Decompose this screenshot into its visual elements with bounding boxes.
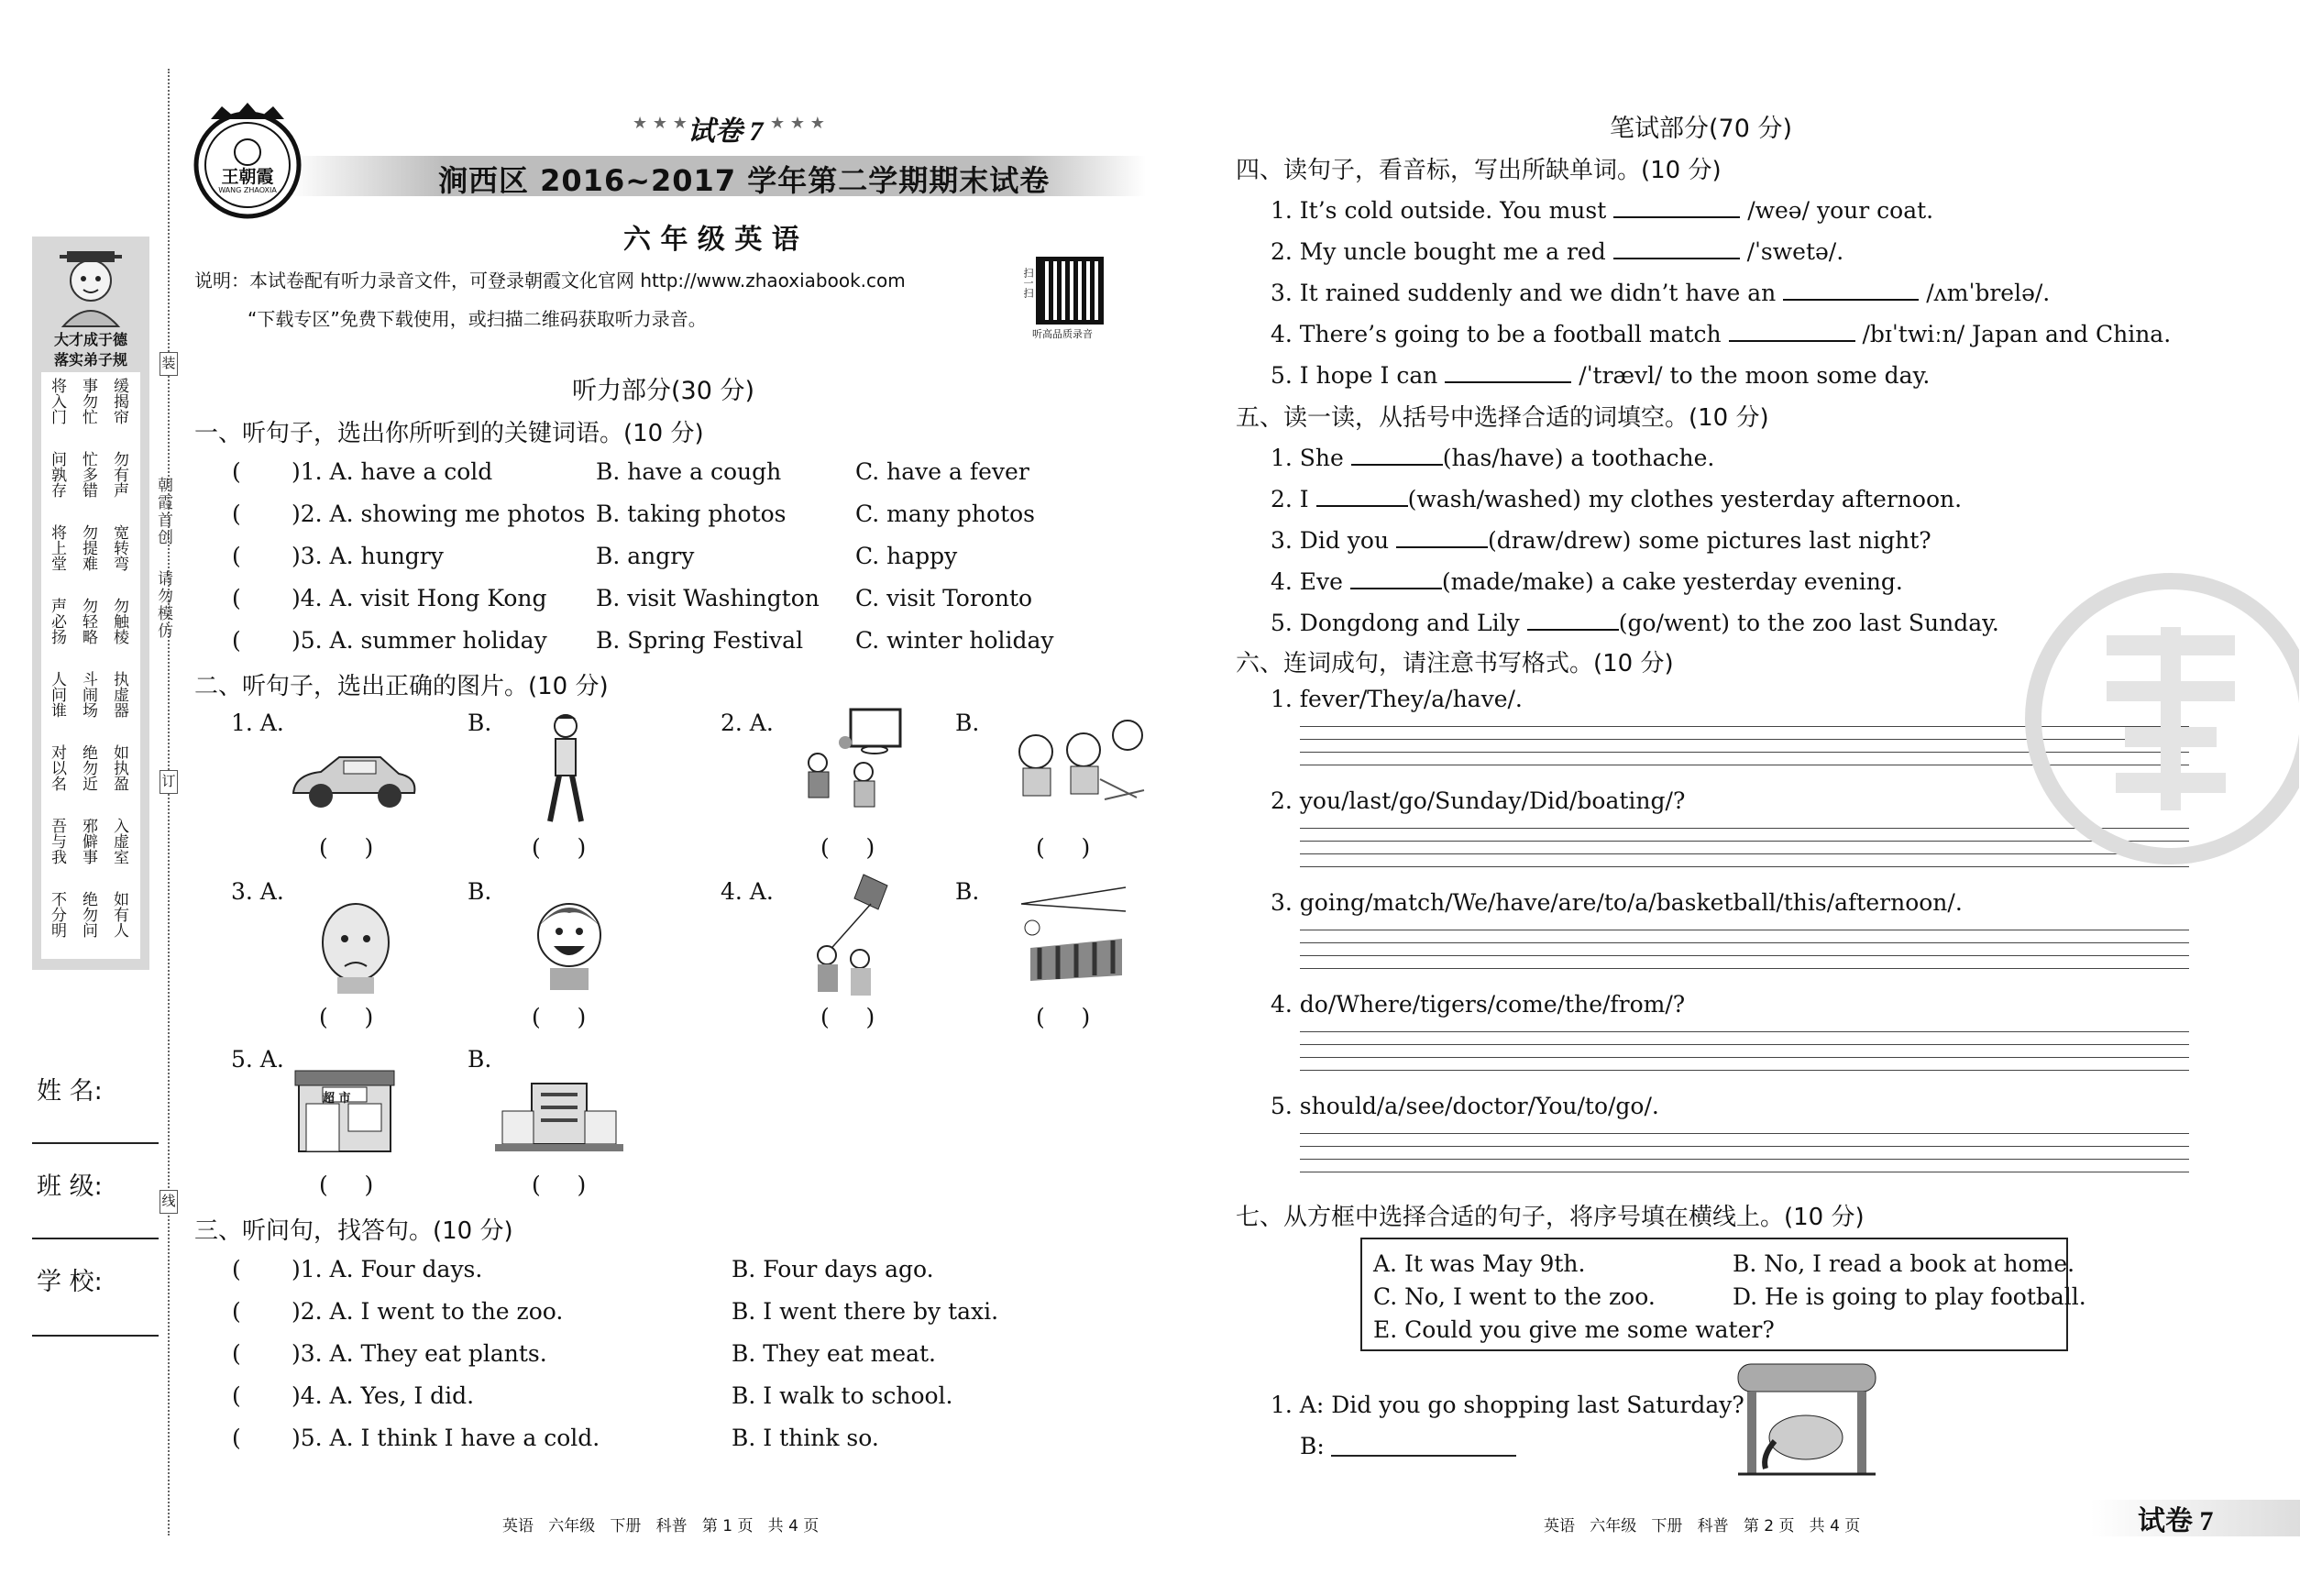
- motto-column: 入虚室: [110, 818, 128, 864]
- part1-option-a: )5. A. summer holiday: [292, 627, 547, 654]
- motto-column: 对以名: [48, 744, 66, 791]
- part6-prompt: 5. should/a/see/doctor/You/to/go/.: [1271, 1093, 1659, 1119]
- watermark-seal-icon: [2024, 572, 2299, 865]
- motto-columns: [41, 372, 140, 959]
- part4-phonetic: /weə/ your coat.: [1747, 197, 1934, 224]
- part1-option-c: C. winter holiday: [855, 627, 1054, 654]
- kite-picture: [799, 871, 900, 999]
- listening-title: 听力部分(30 分): [572, 377, 755, 405]
- part7-answer-label: B:: [1300, 1433, 1325, 1459]
- answer-paren[interactable]: (: [232, 458, 241, 485]
- part1-option-a: )1. A. have a cold: [292, 458, 493, 485]
- note-line-1: 说明：本试卷配有听力录音文件，可登录朝霞文化官网 http://www.zhaoxiabook.com: [194, 270, 906, 292]
- stars-right: ★ ★ ★: [770, 114, 825, 133]
- part3-option-b: B. I went there by taxi.: [732, 1298, 999, 1325]
- answer-paren[interactable]: (: [232, 1340, 241, 1367]
- part3-option-a: )4. A. Yes, I did.: [292, 1382, 475, 1409]
- part2-label: B.: [468, 710, 492, 736]
- part5-choice: (draw/drew) some pictures last night?: [1488, 527, 1931, 554]
- motto-column: 人问谁: [48, 671, 66, 718]
- part3-option-a: )2. A. I went to the zoo.: [292, 1298, 564, 1325]
- picture-answer-paren[interactable]: ( ): [532, 1004, 587, 1030]
- part6-prompt: 2. you/last/go/Sunday/Did/boating/?: [1271, 787, 1686, 814]
- qr-side: 扫一扫: [1022, 268, 1034, 298]
- footer-tag: 试卷 7: [2138, 1506, 2214, 1536]
- part7-answer-field[interactable]: [1331, 1455, 1516, 1457]
- part2-label: 1. A.: [231, 710, 284, 736]
- part5-item: [1271, 607, 1999, 634]
- brand-logo-text: 王朝霞: [221, 167, 274, 187]
- motto-column: 不分明: [48, 891, 66, 938]
- part2-label: B.: [955, 710, 980, 736]
- part4-text: 3. It rained suddenly and we didn’t have an: [1271, 280, 1777, 306]
- motto-column: 吾与我: [48, 818, 66, 864]
- footer-right: 英语 六年级 下册 科普 第 2 页 共 4 页: [1544, 1517, 1861, 1535]
- motto-column: 如有人: [110, 891, 128, 938]
- picture-answer-paren[interactable]: ( ): [319, 1172, 374, 1198]
- picture-answer-paren[interactable]: ( ): [319, 834, 374, 861]
- exam-subtitle: 六 年 级 英 语: [623, 224, 799, 256]
- part5-blank[interactable]: [1527, 607, 1619, 631]
- exam-title: 涧西区 2016~2017 学年第二学期期末试卷: [438, 163, 1051, 198]
- part5-text: 4. Eve: [1271, 568, 1343, 595]
- answer-paren[interactable]: (: [232, 1425, 241, 1451]
- sad-old-man-picture: [310, 895, 402, 996]
- option-e: E. Could you give me some water?: [1373, 1316, 1775, 1343]
- answer-paren[interactable]: (: [232, 627, 241, 654]
- part4-text: 1. It’s cold outside. You must: [1271, 197, 1607, 224]
- part4-blank[interactable]: [1729, 318, 1855, 342]
- part1-option-b: B. Spring Festival: [596, 627, 804, 654]
- cut-line: [168, 69, 170, 1535]
- sidebar-vertical-1: 朝霞首创: [154, 477, 172, 546]
- part5-blank[interactable]: [1350, 566, 1442, 589]
- part3-option-b: B. They eat meat.: [732, 1340, 936, 1367]
- part3-option-b: B. I walk to school.: [732, 1382, 953, 1409]
- option-d: D. He is going to play football.: [1733, 1283, 2086, 1310]
- school-field[interactable]: [32, 1335, 159, 1337]
- motto-column: 执虚器: [110, 671, 128, 718]
- part4-title: 四、读句子，看音标，写出所缺单词。(10 分): [1236, 157, 1722, 184]
- part5-text: 2. I: [1271, 486, 1309, 512]
- part2-label: B.: [955, 878, 980, 905]
- option-b: B. No, I read a book at home.: [1733, 1250, 2075, 1277]
- part1-option-b: B. have a cough: [596, 458, 782, 485]
- motto-column: 事勿忙: [79, 378, 97, 424]
- part1-option-a: )3. A. hungry: [292, 543, 444, 569]
- answer-paren[interactable]: (: [232, 543, 241, 569]
- answer-paren[interactable]: (: [232, 1256, 241, 1282]
- qr-code-icon[interactable]: [1036, 257, 1104, 325]
- part3-option-b: B. I think so.: [732, 1425, 879, 1451]
- stars-left: ★ ★ ★: [633, 114, 688, 133]
- part5-text: 1. She: [1271, 445, 1344, 471]
- part1-option-a: )4. A. visit Hong Kong: [292, 585, 547, 611]
- part5-item: [1271, 442, 1714, 469]
- part5-text: 5. Dongdong and Lily: [1271, 610, 1520, 636]
- answer-paren[interactable]: (: [232, 1382, 241, 1409]
- part5-title: 五、读一读，从括号中选择合适的词填空。(10 分): [1236, 404, 1769, 432]
- picture-answer-paren[interactable]: ( ): [319, 1004, 374, 1030]
- name-label: 姓 名:: [37, 1077, 103, 1106]
- part2-label: B.: [468, 878, 492, 905]
- part4-phonetic: /ʌmˈbrelə/.: [1926, 280, 2051, 306]
- note-line-2: “下载专区”免费下载使用，或扫描二维码获取听力录音。: [248, 308, 707, 330]
- part2-label: B.: [468, 1046, 492, 1073]
- part1-title: 一、听句子，选出你所听到的关键词语。(10 分): [194, 420, 704, 447]
- festival-parade-picture: [1012, 884, 1131, 985]
- part1-option-c: C. have a fever: [855, 458, 1029, 485]
- part4-item: [1271, 236, 1843, 263]
- motto-line-1: 大才成于德: [53, 331, 127, 348]
- picture-answer-paren[interactable]: ( ): [1036, 1004, 1091, 1030]
- motto-column: 绝勿问: [79, 891, 97, 938]
- writing-title: 笔试部分(70 分): [1610, 115, 1793, 143]
- motto-column: 问孰存: [48, 451, 66, 498]
- motto-column: 缓揭帘: [110, 378, 128, 424]
- part4-phonetic: /ˈswetə/.: [1746, 238, 1844, 265]
- option-c: C. No, I went to the zoo.: [1373, 1283, 1656, 1310]
- part2-label: 4. A.: [721, 878, 774, 905]
- motto-column: 勿有声: [110, 451, 128, 498]
- part5-item: [1271, 483, 1962, 511]
- part1-option-c: C. many photos: [855, 501, 1035, 527]
- part4-blank[interactable]: [1445, 359, 1571, 383]
- part7-question-1: 1. A: Did you go shopping last Saturday?: [1271, 1392, 1744, 1418]
- class-field[interactable]: [32, 1238, 159, 1239]
- picture-answer-paren[interactable]: ( ): [532, 834, 587, 861]
- motto-column: 勿触棱: [110, 598, 128, 644]
- name-field[interactable]: [32, 1142, 159, 1144]
- shop-sign: 超 市: [323, 1092, 351, 1106]
- sidebar-motto-box: [32, 237, 149, 970]
- part1-option-c: C. happy: [855, 543, 958, 569]
- part6-title: 六、连词成句，请注意书写格式。(10 分): [1236, 650, 1674, 677]
- part5-choice: (has/have) a toothache.: [1442, 445, 1715, 471]
- motto-column: 将上堂: [48, 524, 66, 571]
- part5-blank[interactable]: [1396, 524, 1488, 548]
- answer-paren[interactable]: (: [232, 585, 241, 611]
- part5-text: 3. Did you: [1271, 527, 1390, 554]
- part2-label: 5. A.: [231, 1046, 284, 1073]
- part3-option-a: )1. A. Four days.: [292, 1256, 483, 1282]
- part3-title: 三、听问句，找答句。(10 分): [194, 1217, 513, 1245]
- motto-column: 将入门: [48, 378, 66, 424]
- part5-item: [1271, 524, 1931, 552]
- motto-column: 如执盈: [110, 744, 128, 791]
- basketball-picture: [790, 706, 909, 825]
- part6-prompt: 1. fever/They/a/have/.: [1271, 686, 1523, 712]
- part3-option-a: )3. A. They eat plants.: [292, 1340, 547, 1367]
- part6-prompt: 4. do/Where/tigers/come/the/from/?: [1271, 991, 1686, 1018]
- part4-phonetic: /ˈtrævl/ to the moon some day.: [1579, 362, 1931, 389]
- motto-column: 声必扬: [48, 598, 66, 644]
- picture-answer-paren[interactable]: ( ): [532, 1172, 587, 1198]
- part7-title: 七、从方框中选择合适的句子，将序号填在横线上。(10 分): [1236, 1204, 1865, 1231]
- part6-writing-lines[interactable]: [1300, 1031, 2189, 1071]
- part5-choice: (made/make) a cake yesterday evening.: [1441, 568, 1903, 595]
- football-picture: [999, 715, 1146, 816]
- brand-logo-small: WANG ZHAOXIA: [218, 186, 277, 194]
- footer-left: 英语 六年级 下册 科普 第 1 页 共 4 页: [502, 1517, 820, 1535]
- picture-answer-paren[interactable]: ( ): [820, 1004, 875, 1030]
- part4-text: 4. There’s going to be a football match: [1271, 321, 1722, 347]
- qr-caption: 听高品质录音: [1032, 328, 1093, 340]
- part4-blank[interactable]: [1613, 194, 1740, 218]
- part5-item: [1271, 566, 1903, 593]
- supermarket-picture: [292, 1065, 397, 1157]
- options-box: [1360, 1238, 2086, 1351]
- part6-writing-lines[interactable]: [1300, 930, 2189, 969]
- part4-item: [1271, 277, 2050, 304]
- part4-item: [1271, 318, 2171, 346]
- option-a: A. It was May 9th.: [1373, 1250, 1586, 1277]
- motto-column: 勿提难: [79, 524, 97, 571]
- part5-choice: (go/went) to the zoo last Sunday.: [1618, 610, 1999, 636]
- part4-text: 5. I hope I can: [1271, 362, 1438, 389]
- part5-blank[interactable]: [1351, 442, 1443, 466]
- motto-line-2: 落实弟子规: [53, 351, 127, 369]
- part5-choice: (wash/washed) my clothes yesterday afternoon.: [1407, 486, 1963, 512]
- part2-title: 二、听句子，选出正确的图片。(10 分): [194, 673, 609, 700]
- answer-paren[interactable]: (: [232, 1298, 241, 1325]
- class-label: 班 级:: [37, 1172, 103, 1201]
- walking-boy-picture: [534, 710, 598, 829]
- part4-phonetic: /bɪˈtwiːn/ Japan and China.: [1862, 321, 2172, 347]
- part3-option-a: )5. A. I think I have a cold.: [292, 1425, 600, 1451]
- part3-option-b: B. Four days ago.: [732, 1256, 934, 1282]
- picture-answer-paren[interactable]: ( ): [820, 834, 875, 861]
- paper-tag: 试卷 7: [688, 116, 764, 147]
- part4-blank[interactable]: [1613, 236, 1740, 259]
- part4-item: [1271, 359, 1930, 387]
- school-building-picture: [495, 1080, 623, 1153]
- part1-option-a: )2. A. showing me photos: [292, 501, 586, 527]
- motto-column: 勿轻略: [79, 598, 97, 644]
- motto-column: 绝勿近: [79, 744, 97, 791]
- part6-writing-lines[interactable]: [1300, 1133, 2189, 1172]
- motto-column: 宽转弯: [110, 524, 128, 571]
- part2-label: 2. A.: [721, 710, 774, 736]
- zoo-picture: [1729, 1355, 1885, 1483]
- happy-boy-picture: [528, 889, 611, 992]
- part5-blank[interactable]: [1316, 483, 1408, 507]
- part4-item: [1271, 194, 1933, 222]
- picture-answer-paren[interactable]: ( ): [1036, 834, 1091, 861]
- motto-column: 斗闹场: [79, 671, 97, 718]
- part4-blank[interactable]: [1783, 277, 1919, 301]
- motto-column: 邪僻事: [79, 818, 97, 864]
- school-label: 学 校:: [37, 1268, 103, 1296]
- part6-prompt: 3. going/match/We/have/are/to/a/basketball/this/afternoon/.: [1271, 889, 1963, 916]
- car-picture: [284, 743, 422, 816]
- part1-option-b: B. visit Washington: [596, 585, 820, 611]
- answer-paren[interactable]: (: [232, 501, 241, 527]
- part1-option-b: B. taking photos: [596, 501, 787, 527]
- sidebar-vertical-2: 请勿模仿: [154, 570, 172, 640]
- cut-mark-1: 装: [160, 352, 178, 376]
- cut-mark-2: 订: [160, 770, 178, 794]
- part1-option-b: B. angry: [596, 543, 695, 569]
- part2-label: 3. A.: [231, 878, 284, 905]
- cut-mark-3: 线: [160, 1190, 178, 1214]
- part1-option-c: C. visit Toronto: [855, 585, 1033, 611]
- part4-text: 2. My uncle bought me a red: [1271, 238, 1606, 265]
- motto-column: 忙多错: [79, 451, 97, 498]
